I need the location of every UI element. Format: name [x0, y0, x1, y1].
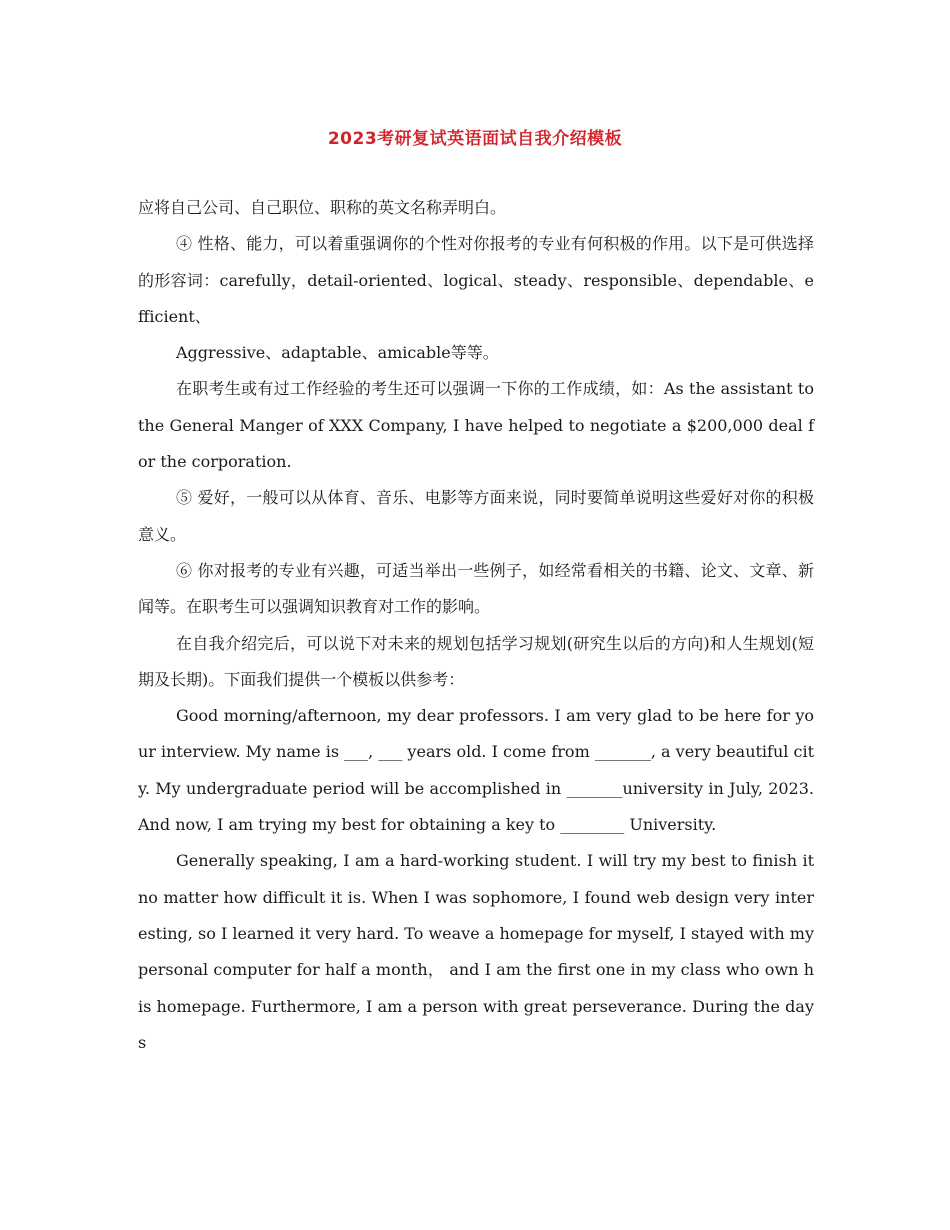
- paragraph: 在自我介绍完后，可以说下对未来的规划包括学习规划(研究生以后的方向)和人生规划(短期及长期)。下面我们提供一个模板以供参考：: [138, 633, 814, 689]
- paragraph: 应将自己公司、自己职位、职称的英文名称弄明白。: [138, 198, 507, 217]
- paragraph: Aggressive、adaptable、amicable等等。: [176, 343, 499, 363]
- paragraph: Good morning/afternoon, my dear professors. I am very glad to be here for your interview. My name is ___, ___ years old. I come from _______, a very beautiful city. My undergraduate period will be accomplished in _______university in July, 2023. And now, I am trying my best for obtaining a key to ________ University.: [138, 706, 814, 835]
- paragraph: ⑤ 爱好，一般可以从体育、音乐、电影等方面来说，同时要简单说明这些爱好对你的积极意义。: [138, 488, 814, 544]
- document-body: [138, 190, 814, 1061]
- paragraph: 在职考生或有过工作经验的考生还可以强调一下你的工作成绩，如：As the assistant to the General Manger of XXX Company, I have helped to negotiate a $200,000 deal for the corporation.: [138, 379, 814, 472]
- paragraph: ④ 性格、能力，可以着重强调你的个性对你报考的专业有何积极的作用。以下是可供选择的形容词：carefully，detail-oriented、logical、steady、responsible、dependable、efficient、: [138, 234, 814, 326]
- document-title: 2023考研复试英语面试自我介绍模板: [327, 129, 623, 149]
- paragraph: Generally speaking, I am a hard-working student. I will try my best to finish it no matter how difficult it is. When I was sophomore, I found web design very interesting, so I learned it very hard. To weave a homepage for myself, I stayed with my personal computer for half a month， and I am the first one in my class who own his homepage. Furthermore, I am a person with great perseverance. During the days: [138, 851, 814, 1052]
- paragraph: ⑥ 你对报考的专业有兴趣，可适当举出一些例子，如经常看相关的书籍、论文、文章、新闻等。在职考生可以强调知识教育对工作的影响。: [138, 560, 814, 617]
